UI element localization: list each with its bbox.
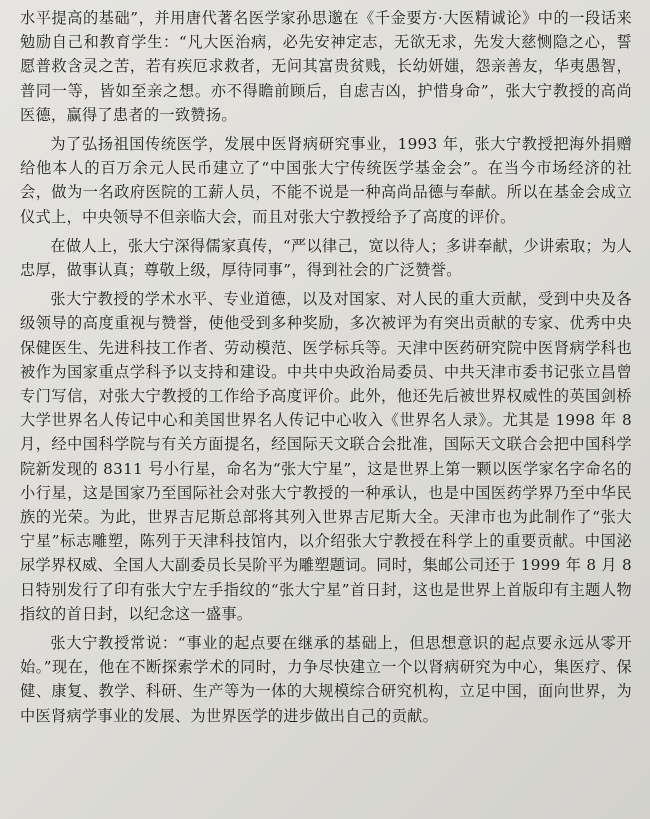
paragraph-continuation: 水平提高的基础”，并用唐代著名医学家孙思邈在《千金要方·大医精诚论》中的一段话来勉励自己和教育学生：“凡大医治病，必先安神定志，无欲无求，先发大慈恻隐之心，誓愿普救含灵之苦，若有疾厄求救者，无问其富贵贫贱，长幼妍媸，怨亲善友，华夷愚智，普同一等，皆如至亲之想。亦不得瞻前顾后，自虑吉凶，护惜身命”，张大宁教授的高尚医德，赢得了患者的一致赞扬。 xyxy=(20,9,632,124)
paragraph-motto: 张大宁教授常说：“事业的起点要在继承的基础上，但思想意识的起点要永远从零开始。”现在，他在不断探索学术的同时，力争尽快建立一个以肾病研究为中心，集医疗、保健、康复、教学、科研、生产等为一体的大规模综合研究机构，立足中国，面向世界，为中医肾病学事业的发展、为世界医学的进步做出自己的贡献。 xyxy=(20,634,632,725)
paragraph-honors: 张大宁教授的学术水平、专业道德，以及对国家、对人民的重大贡献，受到中央及各级领导的高度重视与赞誉，使他受到多种奖励，多次被评为有突出贡献的专家、优秀中央保健医生、先进科技工作者、劳动模范、医学标兵等。天津中医药研究院中医肾病学科也被作为国家重点学科予以支持和建设。中共中央政治局委员、中共天津市委书记张立昌曾专门写信，对张大宁教授的工作给予高度评价。此外，他还先后被世界权威性的英国剑桥大学世界名人传记中心和美国世界名人传记中心收入《世界名人录》。尤其是 1998 年 8 月，经中国科学院与有关方面提名，经国际天文联合会批准，国际天文联合会把中国科学院新发现的 8311 号小行星，命名为“张大宁星”，这是世界上第一颗以医学家名字命名的小行星，这是国家乃至国际社会对张大宁教授的一种承认，也是中国医药学界乃至中华民族的光荣。为此，世界吉尼斯总部将其列入世界吉尼斯大全。天津市也为此制作了“张大宁星”标志雕塑，陈列于天津科技馆内，以介绍张大宁教授在科学上的重要贡献。中国泌尿学界权威、全国人大副委员长吴阶平为雕塑题词。同时，集邮公司还于 1999 年 8 月 8 日特别发行了印有张大宁左手指纹的“张大宁星”首日封，这也是世界上首版印有主题人物指纹的首日封，以纪念这一盛事。 xyxy=(20,290,632,623)
paragraph-foundation: 为了弘扬祖国传统医学，发展中医肾病研究事业，1993 年，张大宁教授把海外捐赠给他本人的百万余元人民币建立了“中国张大宁传统医学基金会”。在当今市场经济的社会，做为一名政府医院的工薪人员，不能不说是一种高尚品德与奉献。所以在基金会成立仪式上，中央领导不但亲临大会，而且对张大宁教授给予了高度的评价。 xyxy=(20,135,632,226)
paragraph-character: 在做人上，张大宁深得儒家真传，“严以律己，宽以待人；多讲奉献，少讲索取；为人忠厚，做事认真；尊敬上级，厚待同事”，得到社会的广泛赞誉。 xyxy=(20,236,632,280)
